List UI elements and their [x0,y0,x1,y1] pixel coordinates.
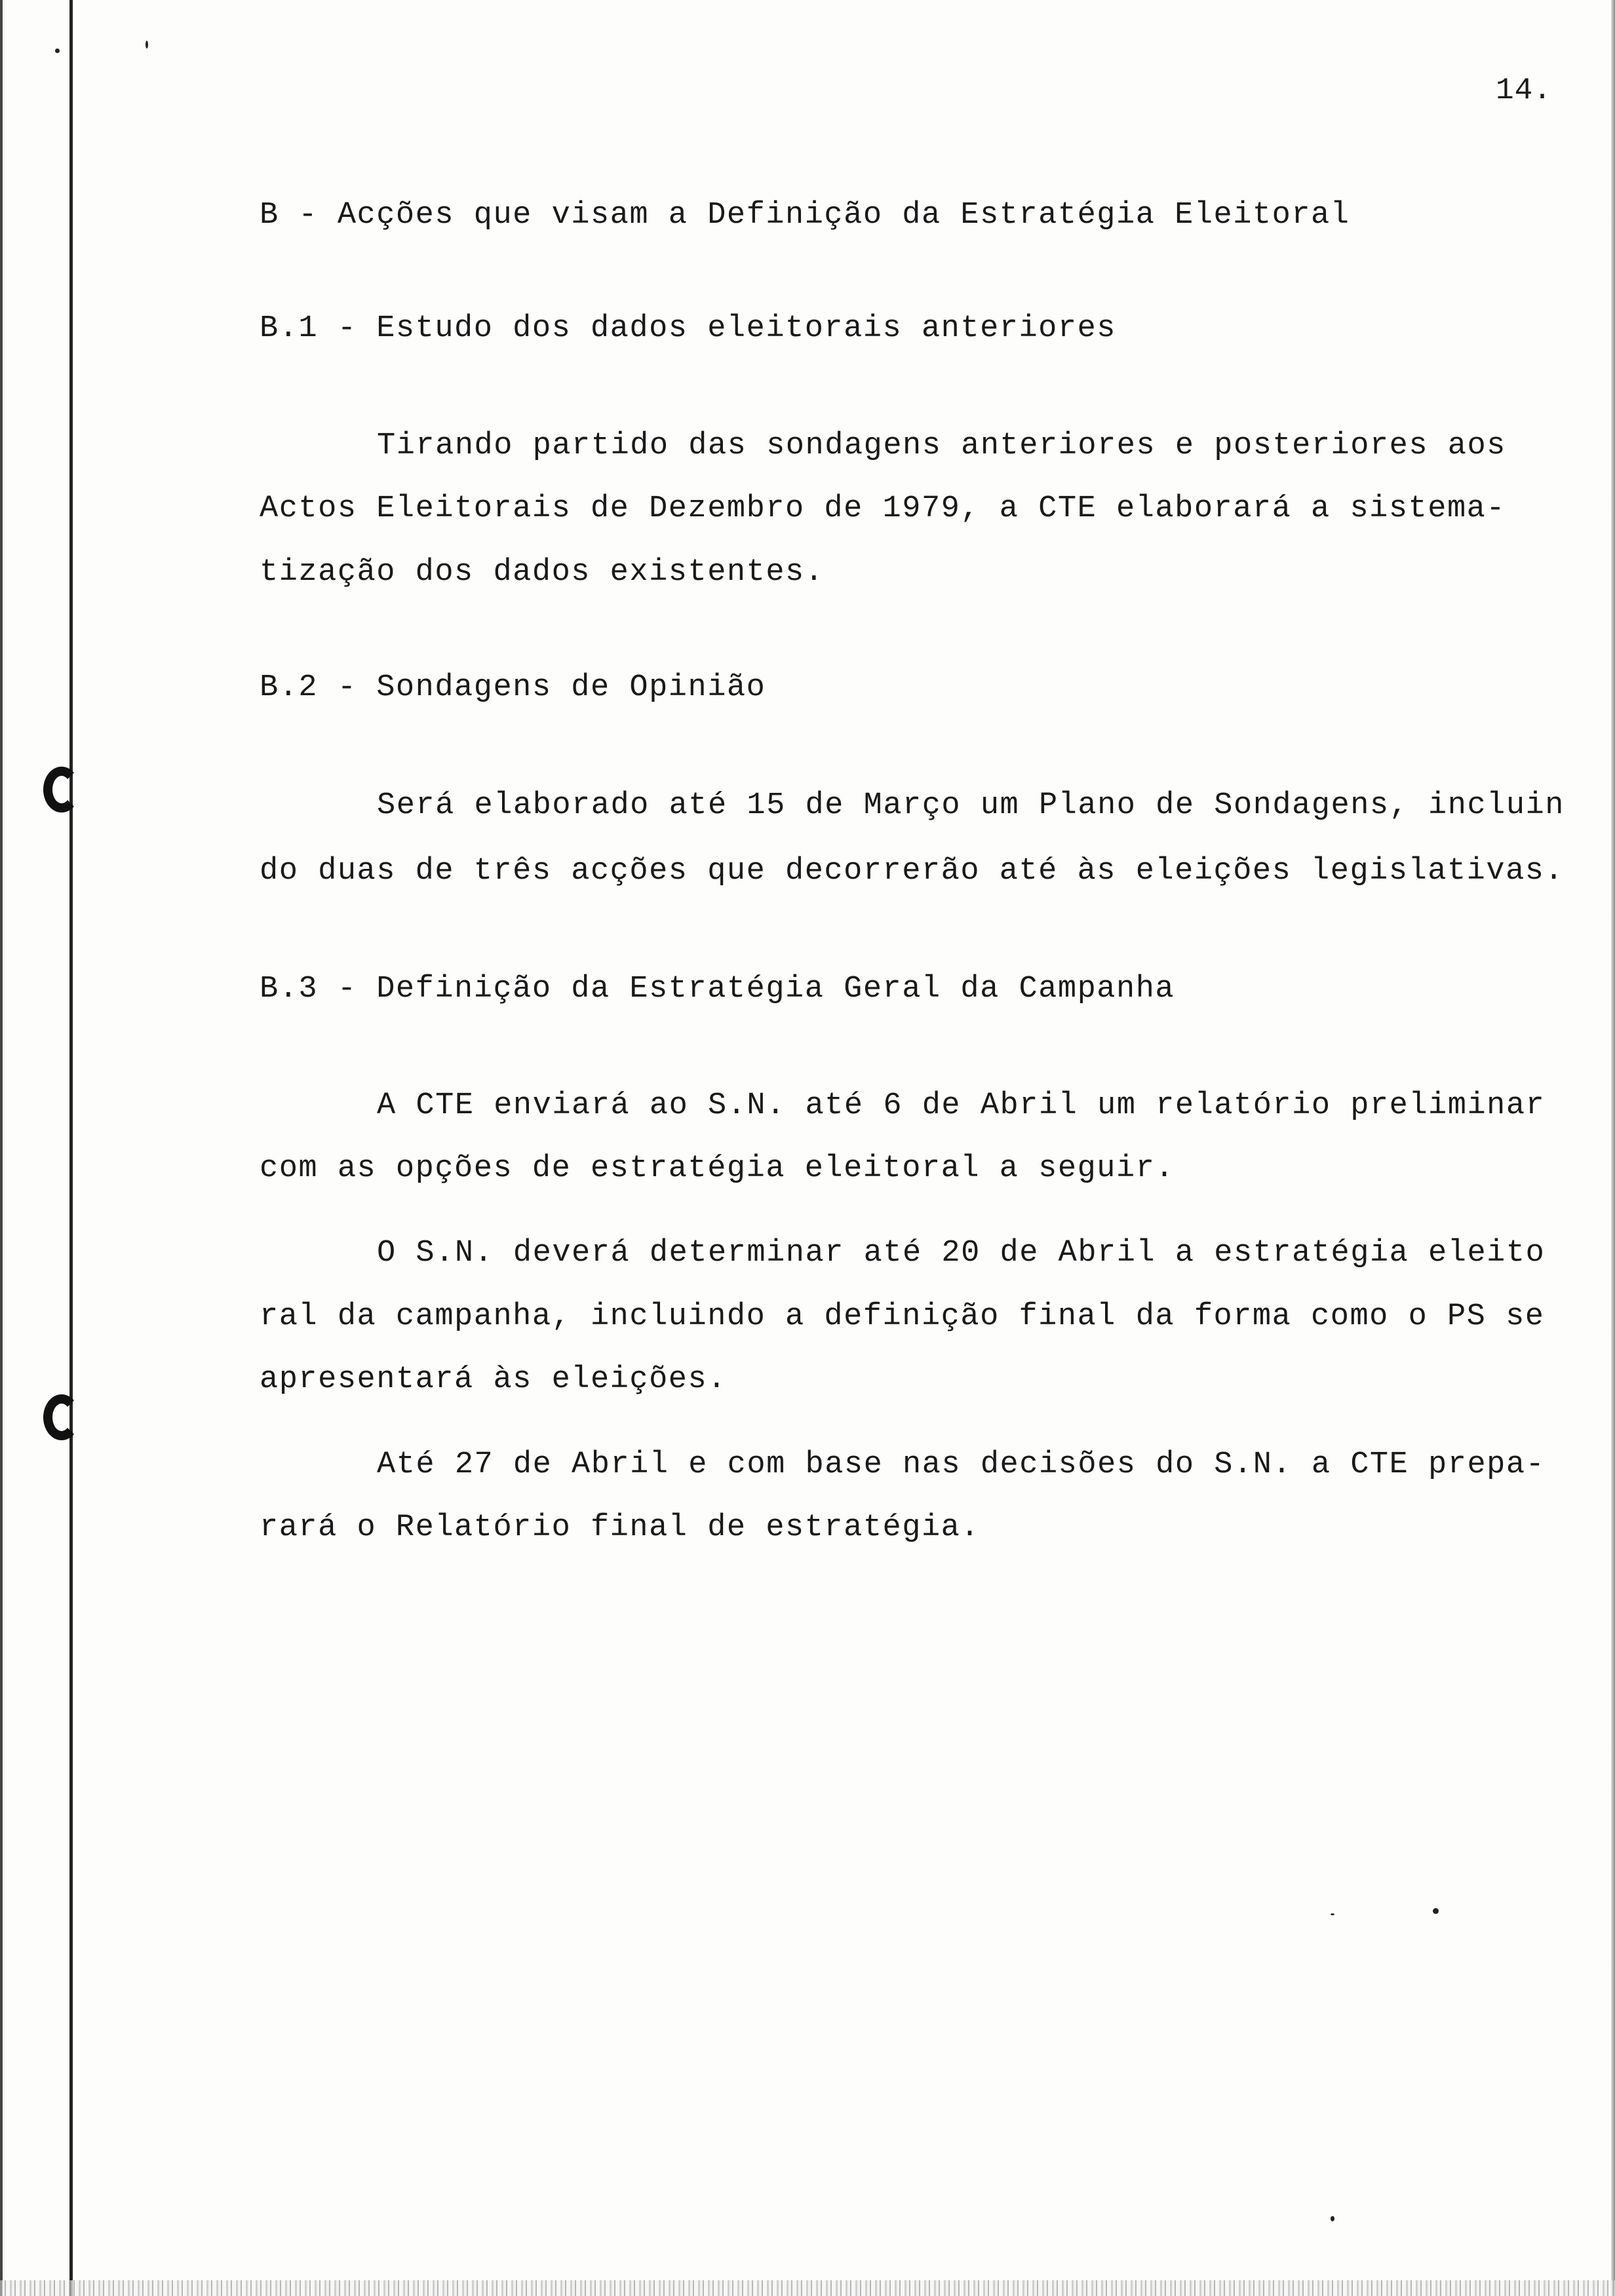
paragraph-line: rará o Relatório final de estratégia. [260,1510,981,1545]
binding-margin-line [69,0,73,2296]
subsection-heading-b3: B.3 - Definição da Estratégia Geral da Campanha [260,972,1175,1006]
paragraph-line: do duas de três acções que decorrerão até às eleições legislativas. [260,854,1565,889]
scan-speck [1331,2216,1334,2221]
paragraph-line: Actos Eleitorais de Dezembro de 1979, a CTE elaborará a sistema- [260,491,1506,526]
punch-hole [43,767,80,813]
scan-speck [55,48,60,53]
page-left-edge [0,0,3,2296]
punch-hole [43,1394,80,1440]
paragraph-line: Será elaborado até 15 de Março um Plano de Sondagens, incluin [377,788,1565,823]
paragraph-line: Tirando partido das sondagens anteriores e posteriores aos [377,429,1506,463]
paragraph-line: Até 27 de Abril e com base nas decisões do S.N. a CTE prepa- [377,1447,1546,1482]
scan-speck [1433,1908,1439,1914]
paragraph-line: O S.N. deverá determinar até 20 de Abril a estratégia eleito [377,1236,1546,1271]
paragraph-line: tização dos dados existentes. [260,555,825,590]
subsection-heading-b2: B.2 - Sondagens de Opinião [260,670,766,705]
scan-bottom-edge [0,2280,1615,2296]
section-heading-b: B - Acções que visam a Definição da Estratégia Eleitoral [260,198,1350,233]
paragraph-line: apresentará às eleições. [260,1362,727,1397]
page-right-edge [1611,0,1615,2296]
paragraph-line: A CTE enviará ao S.N. até 6 de Abril um relatório preliminar [377,1088,1546,1123]
scan-speck [1331,1913,1334,1915]
scan-speck [146,41,148,48]
subsection-heading-b1: B.1 - Estudo dos dados eleitorais anteriores [260,311,1117,346]
paragraph-line: com as opções de estratégia eleitoral a seguir. [260,1151,1175,1186]
paragraph-line: ral da campanha, incluindo a definição final da forma como o PS se [260,1299,1545,1334]
page-number: 14. [1496,73,1552,107]
